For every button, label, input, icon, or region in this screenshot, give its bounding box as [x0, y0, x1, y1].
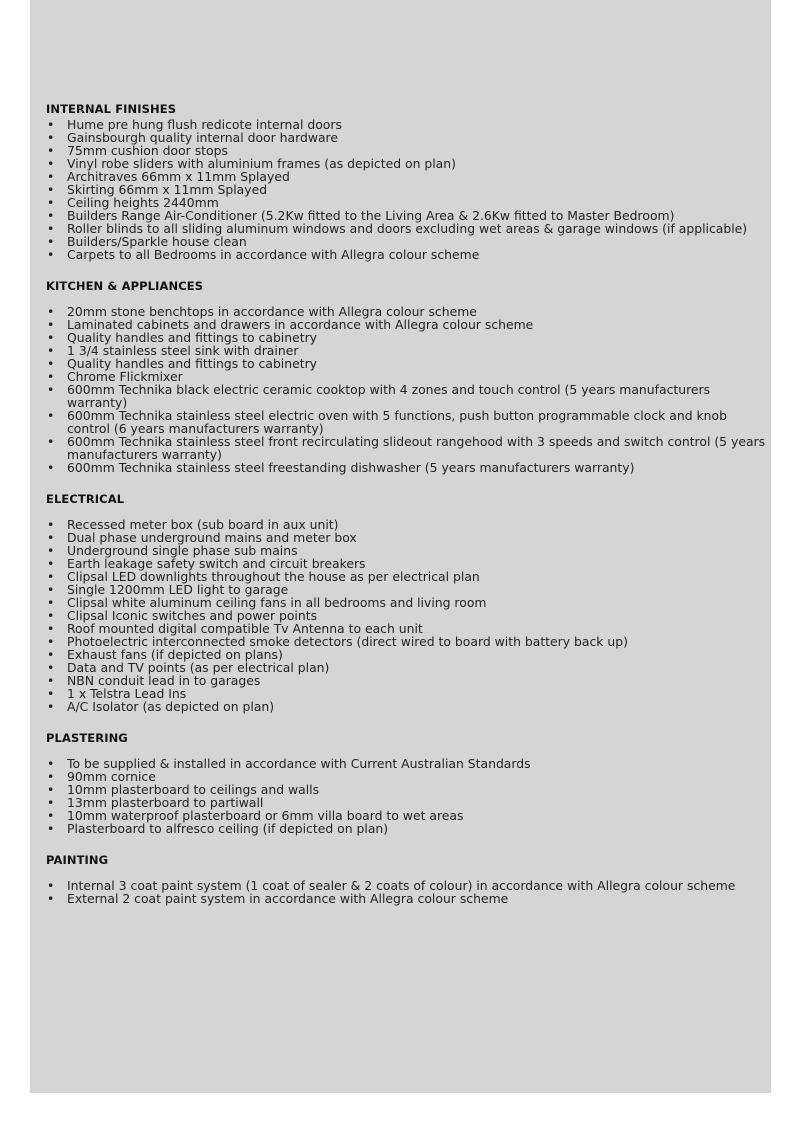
- section-heading: ELECTRICAL: [46, 492, 125, 506]
- list-item: • Photoelectric interconnected smoke detectors (direct wired to board with battery back up): [46, 635, 766, 648]
- page-panel: [30, 0, 771, 1093]
- list-item: • Quality handles and fittings to cabinetry: [46, 331, 766, 344]
- list-item: • Dual phase underground mains and meter box: [46, 531, 766, 544]
- list-item: • To be supplied & installed in accordance with Current Australian Standards: [46, 757, 766, 770]
- spec-list: [46, 305, 766, 474]
- list-item: • Clipsal LED downlights throughout the house as per electrical plan: [46, 570, 766, 583]
- list-item: • 600mm Technika stainless steel freestanding dishwasher (5 years manufacturers warranty): [46, 461, 766, 474]
- list-item: • Gainsbourgh quality internal door hardware: [46, 131, 766, 144]
- section-heading: PAINTING: [46, 853, 109, 867]
- list-item: • Internal 3 coat paint system (1 coat of sealer & 2 coats of colour) in accordance with Allegra colour scheme: [46, 879, 766, 892]
- list-item: • Single 1200mm LED light to garage: [46, 583, 766, 596]
- spec-section: [46, 853, 766, 905]
- list-item: • External 2 coat paint system in accordance with Allegra colour scheme: [46, 892, 766, 905]
- list-item: • Vinyl robe sliders with aluminium frames (as depicted on plan): [46, 157, 766, 170]
- list-item: • Laminated cabinets and drawers in accordance with Allegra colour scheme: [46, 318, 766, 331]
- list-item: • Architraves 66mm x 11mm Splayed: [46, 170, 766, 183]
- list-item: • Chrome Flickmixer: [46, 370, 766, 383]
- list-item: • 75mm cushion door stops: [46, 144, 766, 157]
- list-item: • Recessed meter box (sub board in aux unit): [46, 518, 766, 531]
- section-heading: PLASTERING: [46, 731, 128, 745]
- list-item: • Earth leakage safety switch and circuit breakers: [46, 557, 766, 570]
- spec-list: [46, 879, 766, 905]
- list-item: • 1 3/4 stainless steel sink with drainer: [46, 344, 766, 357]
- section-heading: KITCHEN & APPLIANCES: [46, 279, 204, 293]
- spec-section: [46, 102, 766, 261]
- list-item: • Roller blinds to all sliding aluminum windows and doors excluding wet areas & garage windows (if applicable): [46, 222, 766, 235]
- list-item: • Exhaust fans (if depicted on plans): [46, 648, 766, 661]
- spec-content: [46, 102, 766, 923]
- list-item: • Roof mounted digital compatible Tv Antenna to each unit: [46, 622, 766, 635]
- list-item: • 1 x Telstra Lead Ins: [46, 687, 766, 700]
- section-heading: INTERNAL FINISHES: [46, 102, 177, 116]
- list-item: • Builders Range Air-Conditioner (5.2Kw fitted to the Living Area & 2.6Kw fitted to Master Bedroom): [46, 209, 766, 222]
- list-item: • 600mm Technika stainless steel electric oven with 5 functions, push button programmable clock and knob control (6 years manufacturers warranty): [46, 409, 766, 435]
- spec-list: [46, 518, 766, 713]
- spec-list: [46, 118, 766, 261]
- list-item: • Plasterboard to alfresco ceiling (if depicted on plan): [46, 822, 766, 835]
- list-item: • Clipsal Iconic switches and power points: [46, 609, 766, 622]
- list-item: • Data and TV points (as per electrical plan): [46, 661, 766, 674]
- list-item: • 90mm cornice: [46, 770, 766, 783]
- list-item: • 10mm plasterboard to ceilings and walls: [46, 783, 766, 796]
- spec-section: [46, 731, 766, 835]
- list-item: • 13mm plasterboard to partiwall: [46, 796, 766, 809]
- list-item: • A/C Isolator (as depicted on plan): [46, 700, 766, 713]
- list-item: • Quality handles and fittings to cabinetry: [46, 357, 766, 370]
- list-item: • 20mm stone benchtops in accordance with Allegra colour scheme: [46, 305, 766, 318]
- spec-section: [46, 492, 766, 713]
- list-item: • Builders/Sparkle house clean: [46, 235, 766, 248]
- list-item: • Clipsal white aluminum ceiling fans in all bedrooms and living room: [46, 596, 766, 609]
- list-item: • Skirting 66mm x 11mm Splayed: [46, 183, 766, 196]
- list-item: • Underground single phase sub mains: [46, 544, 766, 557]
- list-item: • NBN conduit lead in to garages: [46, 674, 766, 687]
- list-item: • 10mm waterproof plasterboard or 6mm villa board to wet areas: [46, 809, 766, 822]
- list-item: • Hume pre hung flush redicote internal doors: [46, 118, 766, 131]
- spec-section: [46, 279, 766, 474]
- list-item: • Ceiling heights 2440mm: [46, 196, 766, 209]
- list-item: • 600mm Technika stainless steel front recirculating slideout rangehood with 3 speeds and switch control (5 years manufacturers warranty): [46, 435, 766, 461]
- list-item: • Carpets to all Bedrooms in accordance with Allegra colour scheme: [46, 248, 766, 261]
- list-item: • 600mm Technika black electric ceramic cooktop with 4 zones and touch control (5 years manufacturers warranty): [46, 383, 766, 409]
- spec-list: [46, 757, 766, 835]
